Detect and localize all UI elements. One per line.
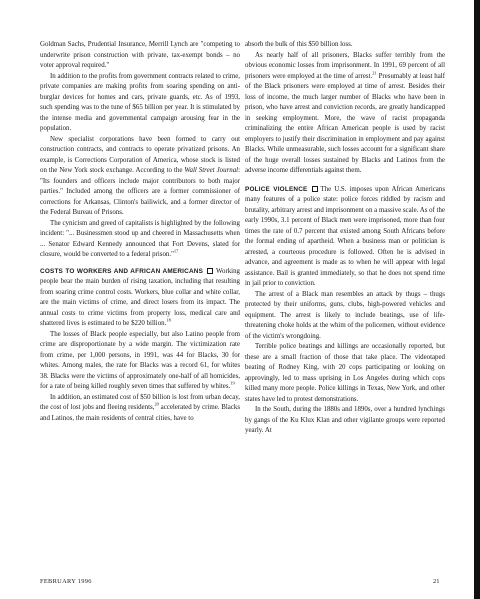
paragraph-text: : "Its founders and officers include major contributors to both major parties." Included among the officers are a former commissioner of corrections for Arkansas, Clinton's bailiwick, and a former director of the Federal Bureau of Prisons.	[40, 167, 240, 216]
paragraph	[245, 405, 445, 437]
paragraph-text: The U.S. imposes upon African Americans many features of a police state: police forces riddled by racism and brutality, arbitrary arrest and imprisonment on a massive scale. As of the early 1990s, 3.1 percent of Black men were imprisoned, more than four times the rate of 0.7 percent that existed among South Africans before the formal ending of apartheid. When a business man or politician is arrested, a courteous procedure is followed. Often he is advised in advance, and agreement is made as to when he will appear with legal assistance. Bail is granted immediately, so that he does not spend time in jail prior to conviction.	[245, 185, 445, 287]
paragraph-text: accelerated by crime. Blacks and Latinos, the main residents of central cities, have to	[40, 404, 240, 422]
paragraph-text: The losses of Black people especially, but also Latino people from crime are disproportionate by a wide margin. The victimization rate from crime, per 1,000 persons, in 1991, was 44 for Blacks, 30 for whites. Among males, the rate for Blacks was a record 61, for whites 38. Blacks were the victims of approximately one-half of all homicides, for a rate of being killed roughly seven times that suffered by whites.	[40, 330, 240, 390]
paragraph	[40, 219, 240, 261]
paragraph	[40, 393, 240, 425]
page-edge-shadow	[474, 0, 480, 599]
right-column	[245, 40, 445, 437]
paragraph-text: As nearly half of all prisoners, Blacks suffer terribly from the obvious economic losses from imprisonment. In 1991, 69 percent of all prisoners were employed at the time of arrest.	[245, 51, 445, 80]
paragraph-text: In addition, an estimated cost of $50 billion is lost from urban decay, the cost of lost jobs and fleeing residents,	[40, 393, 240, 411]
paragraph-text: The cynicism and greed of capitalists is highlighted by the following incident: "... Businessmen stood up and cheered in Massachusetts when ... Senator Edward Kennedy announced that Fort Devens, slated for closure, would be converted to a federal prison."	[40, 219, 240, 258]
footnote-ref: 20	[154, 401, 159, 407]
paragraph-text: Goldman Sachs, Prudential Insurance, Merrill Lynch are "competing to underwrite prison construction with private, tax-exempt bonds – no voter approval required."	[40, 41, 240, 69]
paragraph-text: The arrest of a Black man resembles an attack by thugs – thugs protected by their uniforms, guns, clubs, high-powered vehicles and equipment. The arrest is likely to include beatings, use of life-threatening choke holds at the whim of the policemen, without evidence of the victim's wrongdoing.	[245, 290, 445, 340]
paragraph	[40, 330, 240, 393]
footnote-ref: 21	[372, 70, 377, 76]
section-marker-icon	[207, 268, 213, 274]
paragraph-text: absorb the bulk of this $50 billion loss.	[245, 41, 353, 48]
paragraph-text: Terrible police beatings and killings are occasionally reported, but these are a small fraction of those that take place. The videotaped beating of Rodney King, with 20 cops participating or looking on approvingly, led to mass uprising in Los Angeles during which cops killed many more people. Police killings in Texas, New York, and other states have led to protest demonstrations.	[245, 343, 445, 403]
footnote-ref: 18	[166, 317, 171, 323]
paragraph-text: Working people bear the main burden of rising taxation, including that resulting from soaring crime control costs. Workers, blue collar and white collar, are the main victims of crime, and direct losers from its impact. The annual costs to crime victims from property loss, medical care and shattered lives is estimated to be $220 billion.	[40, 267, 240, 327]
section-marker-icon	[312, 186, 318, 192]
paragraph-text: New specialist corporations have been formed to carry out construction contracts, and contracts to operate privatized prisons. An example, is Corrections Corporation of America, whose stock is listed on the New York stock exchange. According to the	[40, 135, 240, 174]
section-heading: POLICE VIOLENCE	[245, 185, 308, 193]
paragraph-text: In addition to the profits from government contracts related to crime, private companies are making profits from soaring spending on anti-burglar devices for homes and cars, private guards, etc. As of 1993, such spending was to the tune of $65 billion per year. It is stimulated by the intense media and governmental campaign arousing fear in the population.	[40, 72, 241, 132]
paragraph	[40, 40, 240, 72]
section-block	[40, 267, 240, 330]
section-block	[245, 185, 445, 290]
page-number: 21	[433, 578, 440, 585]
paragraph	[245, 51, 445, 177]
footer-date: FEBRUARY 1996	[40, 578, 92, 585]
publication-title: Wall Street Journal	[184, 167, 239, 174]
paragraph-text: Presumably at least half of the Black prisoners were employed at time of arrest. Besides their loss of income, the much larger number of Blacks who have been in prison, who have arrest and conviction records, are greatly handicapped in seeking employment. More, the wave of racist propaganda criminalizing the entire African American people is used by racist employers to justify their discrimination in employment and pay against Blacks. While unmeasurable, such losses account for a significant share of the huge overall losses sustained by Blacks and Latinos from the adverse income differentials against them.	[245, 72, 445, 174]
paragraph-text: In the South, during the 1880s and 1890s, over a hundred lynchings by gangs of the Ku Klux Klan and other vigilante groups were reported yearly. At	[245, 406, 445, 434]
paragraph	[40, 135, 240, 219]
footnote-ref: 19	[230, 380, 235, 386]
paragraph	[245, 290, 445, 343]
paragraph	[245, 40, 445, 51]
footnote-ref: 17	[173, 248, 179, 254]
paragraph	[40, 72, 240, 135]
paragraph	[245, 342, 445, 405]
section-heading: COSTS TO WORKERS AND AFRICAN AMERICANS	[40, 267, 204, 275]
left-column	[40, 40, 240, 424]
